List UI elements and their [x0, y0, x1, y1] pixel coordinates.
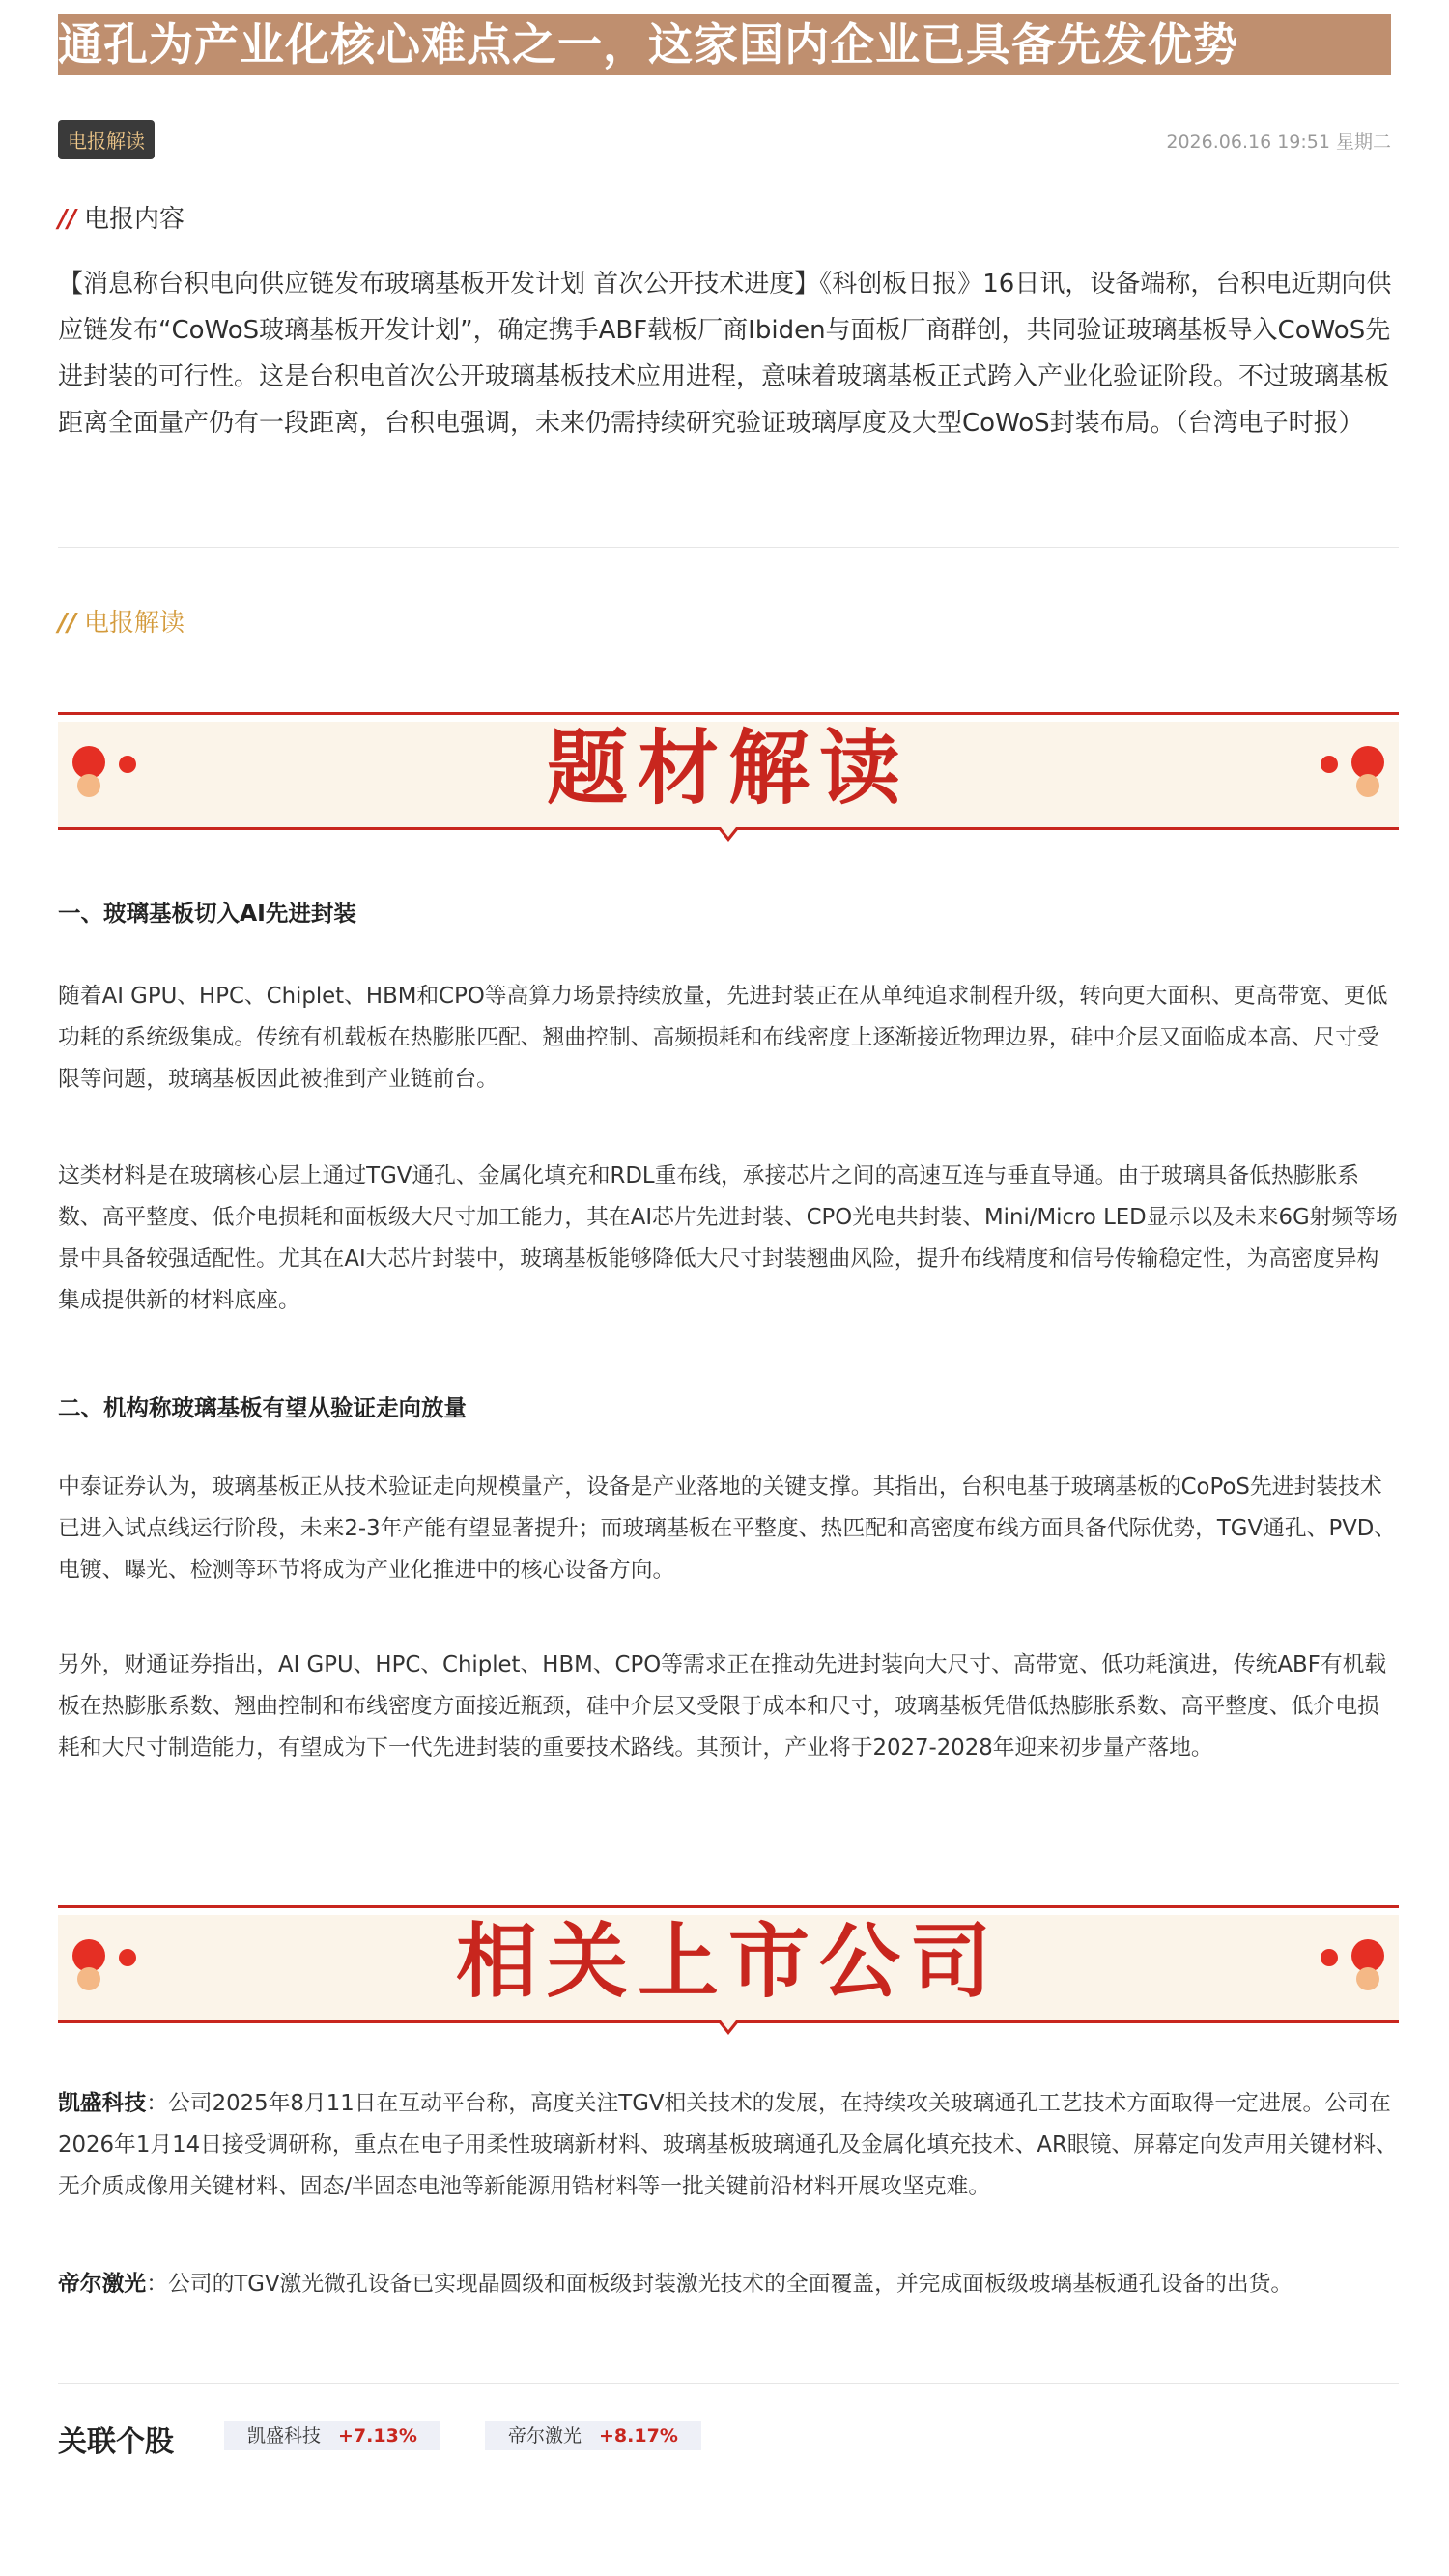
article-meta: [58, 118, 1391, 157]
section-divider: [58, 547, 1399, 548]
section-1-paragraph-2: 这类材料是在玻璃核心层上通过TGV通孔、金属化填充和RDL重布线，承接芯片之间的高速互连与垂直导通。由于玻璃具备低热膨胀系数、高平整度、低介电损耗和面板级大尺寸加工能力，其在AI芯片先进封装、CPO光电共封装、Mini/Micro LED显示以及未来6G射频等场景中具备较强适配性。尤其在AI大芯片封装中，玻璃基板能够降低大尺寸封装翘曲风险，提升布线精度和信号传输稳定性，为高密度异构集成提供新的材料底座。: [58, 1163, 1398, 1313]
banner-title: 相关上市公司: [455, 1913, 1001, 2009]
company-description: 公司2025年8月11日在互动平台称，高度关注TGV相关技术的发展，在持续攻关玻璃通孔工艺技术方面取得一定进展。公司在2026年1月14日接受调研称，重点在电子用柔性玻璃新材料、玻璃基板玻璃通孔及金属化填充技术、AR眼镜、屏幕定向发声用关键材料、无介质成像用关键材料、固态/半固态电池等新能源用锆材料等一批关键前沿材料开展攻坚克难。: [58, 2091, 1398, 2199]
article-headline: 通孔为产业化核心难点之一，这家国内企业已具备先发优势: [58, 14, 1391, 75]
stock-change: +7.13%: [338, 2425, 417, 2447]
double-slash-icon: //: [58, 205, 76, 234]
banner-title: 题材解读: [546, 720, 910, 816]
interpretation-label-text: 电报解读: [84, 609, 185, 638]
company-separator: ：: [146, 2091, 168, 2116]
publish-date: 2026.06.16 19:51 星期二: [1166, 131, 1391, 153]
stock-name: 凯盛科技: [247, 2425, 322, 2447]
topic-banner: [58, 701, 1399, 845]
company-entry-kaisheng: [58, 2083, 1399, 2208]
telegraph-section-label: [58, 199, 185, 235]
stock-chip-kaisheng[interactable]: [224, 2421, 440, 2450]
section-2-paragraph-2: 另外，财通证券指出，AI GPU、HPC、Chiplet、HBM、CPO等需求正在推动先进封装向大尺寸、高带宽、低功耗演进，传统ABF有机载板在热膨胀系数、翘曲控制和布线密度方面接近瓶颈，硅中介层又受限于成本和尺寸，玻璃基板凭借低热膨胀系数、高平整度、低介电损耗和大尺寸制造能力，有望成为下一代先进封装的重要技术路线。其预计，产业将于2027-2028年迎来初步量产落地。: [58, 1652, 1387, 1760]
stock-chip-dier[interactable]: [485, 2421, 701, 2450]
company-description: 公司的TGV激光微孔设备已实现晶圆级和面板级封装激光技术的全面覆盖，并完成面板级玻璃基板通孔设备的出货。: [167, 2272, 1293, 2297]
section-1-title: 一、玻璃基板切入AI先进封装: [58, 900, 356, 927]
company-name[interactable]: 凯盛科技: [58, 2091, 147, 2116]
related-stocks-title: 关联个股: [58, 2425, 174, 2459]
section-divider: [58, 2383, 1399, 2384]
section-2-paragraph-1: 中泰证券认为，玻璃基板正从技术验证走向规模量产，设备是产业落地的关键支撑。其指出，台积电基于玻璃基板的CoPoS先进封装技术已进入试点线运行阶段，未来2-3年产能有望显著提升；而玻璃基板在平整度、热匹配和高密度布线方面具备代际优势，TGV通孔、PVD、电镀、曝光、检测等环节将成为产业化推进中的核心设备方向。: [58, 1474, 1397, 1583]
companies-banner: [58, 1894, 1399, 2039]
stock-name: 帝尔激光: [508, 2425, 582, 2447]
company-entry-dier: [58, 2264, 1399, 2305]
section-2-title: 二、机构称玻璃基板有望从验证走向放量: [58, 1394, 467, 1421]
company-name[interactable]: 帝尔激光: [58, 2272, 147, 2297]
stock-change: +8.17%: [599, 2425, 678, 2447]
interpretation-section-label: [58, 603, 185, 639]
double-slash-icon: //: [58, 609, 76, 638]
category-tag[interactable]: 电报解读: [58, 120, 155, 159]
section-1-paragraph-1: 随着AI GPU、HPC、Chiplet、HBM和CPO等高算力场景持续放量，先进封装正在从单纯追求制程升级，转向更大面积、更高带宽、更低功耗的系统级集成。传统有机载板在热膨胀匹配、翘曲控制、高频损耗和布线密度上逐渐接近物理边界，硅中介层又面临成本高、尺寸受限等问题，玻璃基板因此被推到产业链前台。: [58, 984, 1388, 1092]
telegraph-label-text: 电报内容: [84, 205, 185, 234]
company-separator: ：: [146, 2272, 168, 2297]
telegraph-content: 【消息称台积电向供应链发布玻璃基板开发计划 首次公开技术进度】《科创板日报》16日讯，设备端称，台积电近期向供应链发布“CoWoS玻璃基板开发计划”，确定携手ABF载板厂商Ibiden与面板厂商群创，共同验证玻璃基板导入CoWoS先进封装的可行性。这是台积电首次公开玻璃基板技术应用进程，意味着玻璃基板正式跨入产业化验证阶段。不过玻璃基板距离全面量产仍有一段距离，台积电强调，未来仍需持续研究验证玻璃厚度及大型CoWoS封装布局。（台湾电子时报）: [58, 270, 1392, 438]
